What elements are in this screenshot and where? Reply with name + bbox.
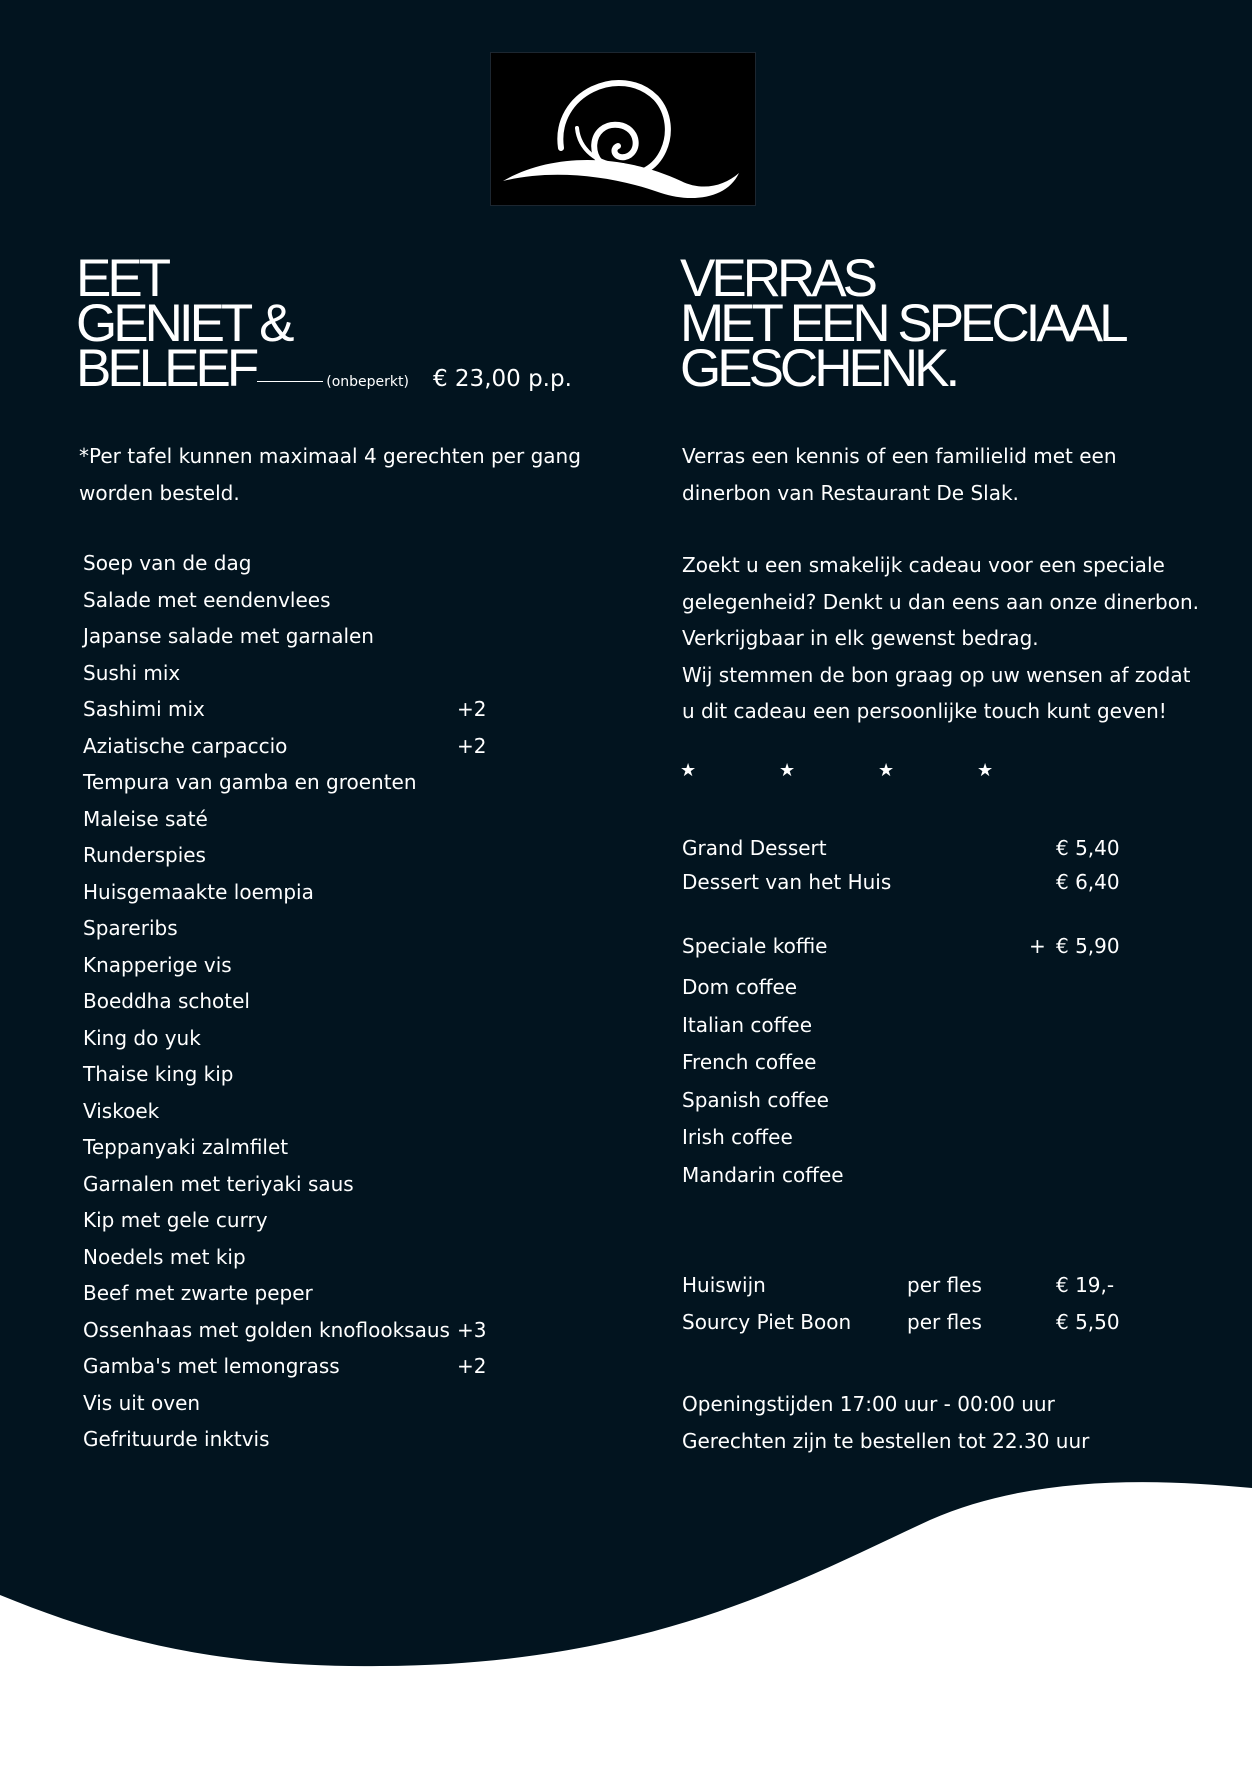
dish-item xyxy=(83,1421,503,1458)
star-icon: ★ xyxy=(878,760,895,781)
dish-name: Gamba's met lemongrass xyxy=(83,1354,340,1378)
dish-name: Maleise saté xyxy=(83,806,208,831)
drink-unit: per fles xyxy=(907,1273,982,1297)
dish-name: Runderspies xyxy=(83,843,206,867)
dish-list xyxy=(83,545,503,1458)
dish-name: Boeddha schotel xyxy=(83,989,250,1013)
dish-item xyxy=(83,874,503,911)
dish-name: Aziatische carpaccio xyxy=(83,733,288,758)
dish-name: Teppanyaki zalmfilet xyxy=(83,1135,289,1159)
heading-line-geniet: GENIET & xyxy=(76,294,291,353)
drink-price: € 5,50 xyxy=(1056,1310,1120,1334)
dish-item xyxy=(83,1385,503,1422)
dish-name: Garnalen met teriyaki saus xyxy=(83,1171,354,1196)
special-coffee-name: Speciale koffie xyxy=(682,934,828,958)
dish-item xyxy=(83,1020,503,1057)
heading-line-beleef-row xyxy=(76,339,572,405)
dish-item xyxy=(83,837,503,874)
dish-name: Gefrituurde inktvis xyxy=(83,1427,270,1451)
coffee-item: Italian coffee xyxy=(682,1012,813,1037)
coffee-item: Spanish coffee xyxy=(682,1087,829,1112)
dish-name: Knapperige vis xyxy=(83,952,232,977)
dish-name: Spareribs xyxy=(83,916,178,940)
opening-hours-line-2: Gerechten zijn te bestellen tot 22.30 uur xyxy=(682,1428,1090,1453)
right-heading xyxy=(680,249,1125,398)
snail-spiral-logo-icon xyxy=(491,53,757,207)
dish-name: Sushi mix xyxy=(83,660,181,685)
dish-name: Japanse salade met garnalen xyxy=(83,624,374,648)
gift-intro xyxy=(682,438,1212,511)
star-divider xyxy=(680,760,1000,790)
gift-description xyxy=(682,547,1242,730)
star-icon: ★ xyxy=(977,760,994,781)
star-icon: ★ xyxy=(779,760,796,781)
dish-item xyxy=(83,728,503,765)
coffee-item: Dom coffee xyxy=(682,975,798,999)
gift-intro-line-2: dinerbon van Restaurant De Slak. xyxy=(682,480,1019,505)
dish-name: Tempura van gamba en groenten xyxy=(83,770,417,794)
drink-unit: per fles xyxy=(907,1310,982,1334)
order-limit-note-line-1: *Per tafel kunnen maximaal 4 gerechten per gang xyxy=(79,444,581,468)
dish-item xyxy=(83,1348,503,1385)
dish-name: Soep van de dag xyxy=(83,551,252,575)
dish-surcharge: +3 xyxy=(457,1317,487,1342)
special-coffee-plus: + xyxy=(1029,934,1046,958)
dish-surcharge: +2 xyxy=(457,697,487,721)
dish-name: Vis uit oven xyxy=(83,1390,201,1415)
dessert-row xyxy=(682,870,1122,894)
heading-line-eet: EET xyxy=(76,249,168,308)
coffee-item: Mandarin coffee xyxy=(682,1162,844,1187)
dish-name: Sashimi mix xyxy=(83,697,205,721)
dish-name: Noedels met kip xyxy=(83,1244,246,1269)
dessert-name: Grand Dessert xyxy=(682,836,827,860)
unlimited-note: (onbeperkt) xyxy=(326,374,409,390)
dessert-price: € 6,40 xyxy=(1056,870,1120,894)
dessert-name: Dessert van het Huis xyxy=(682,870,892,894)
dish-name: Beef met zwarte peper xyxy=(83,1281,313,1305)
coffee-list xyxy=(682,969,844,1194)
dish-name: Kip met gele curry xyxy=(83,1208,268,1232)
coffee-item: French coffee xyxy=(682,1050,817,1074)
dish-name: Ossenhaas met golden knoflooksaus xyxy=(83,1317,450,1342)
special-coffee-price: € 5,90 xyxy=(1056,934,1120,958)
dish-surcharge: +2 xyxy=(457,1354,487,1378)
dish-item xyxy=(83,618,503,655)
drink-row xyxy=(682,1310,1122,1334)
dish-name: Thaise king kip xyxy=(83,1062,234,1086)
gift-intro-line-1: Verras een kennis of een familielid met een xyxy=(682,444,1117,468)
dish-item xyxy=(83,910,503,947)
dish-name: King do yuk xyxy=(83,1025,201,1050)
dish-name: Viskoek xyxy=(83,1098,160,1123)
menu-price: € 23,00 p.p. xyxy=(432,366,572,392)
dish-item xyxy=(83,764,503,801)
dish-item xyxy=(83,1056,503,1093)
left-heading xyxy=(76,249,572,405)
dish-item xyxy=(83,1129,503,1166)
dessert-row xyxy=(682,836,1122,860)
dish-item xyxy=(83,983,503,1020)
dish-item xyxy=(83,1166,503,1203)
dish-item xyxy=(83,582,503,619)
opening-hours xyxy=(682,1386,1089,1459)
heading-underline xyxy=(257,380,323,382)
gift-description-line: Verkrijgbaar in elk gewenst bedrag. xyxy=(682,626,1039,650)
drink-row xyxy=(682,1273,1122,1297)
heading-line-verras: VERRAS xyxy=(680,249,874,308)
dish-item xyxy=(83,1312,503,1349)
dessert-price: € 5,40 xyxy=(1056,836,1120,860)
dish-item xyxy=(83,655,503,692)
dish-name: Huisgemaakte loempia xyxy=(83,879,314,904)
heading-line-beleef: BELEEF xyxy=(76,339,256,398)
dish-name: Salade met eendenvlees xyxy=(83,587,331,612)
drink-name: Huiswijn xyxy=(682,1273,766,1297)
coffee-item: Irish coffee xyxy=(682,1125,793,1149)
gift-description-line: u dit cadeau een persoonlijke touch kunt geven! xyxy=(682,699,1167,723)
dish-surcharge: +2 xyxy=(457,733,487,758)
dish-item xyxy=(83,545,503,582)
star-icon: ★ xyxy=(680,760,697,781)
heading-line-geschenk: GESCHENK. xyxy=(680,339,957,398)
dish-item xyxy=(83,1093,503,1130)
drink-price: € 19,- xyxy=(1056,1273,1115,1297)
dish-item xyxy=(83,1202,503,1239)
order-limit-note xyxy=(79,438,599,511)
drink-name: Sourcy Piet Boon xyxy=(682,1310,852,1334)
dish-item xyxy=(83,947,503,984)
gift-description-line: Zoekt u een smakelijk cadeau voor een speciale xyxy=(682,553,1165,577)
heading-line-speciaal: MET EEN SPECIAAL xyxy=(680,294,1125,353)
gift-description-line: Wij stemmen de bon graag op uw wensen af zodat xyxy=(682,662,1191,687)
order-limit-note-line-2: worden besteld. xyxy=(79,480,240,505)
dish-item xyxy=(83,801,503,838)
opening-hours-line-1: Openingstijden 17:00 uur - 00:00 uur xyxy=(682,1392,1055,1416)
dish-item xyxy=(83,1239,503,1276)
gift-description-line: gelegenheid? Denkt u dan eens aan onze dinerbon. xyxy=(682,589,1200,614)
dish-item xyxy=(83,691,503,728)
logo-box xyxy=(490,52,756,206)
dish-item xyxy=(83,1275,503,1312)
special-coffee-row xyxy=(682,934,1122,958)
